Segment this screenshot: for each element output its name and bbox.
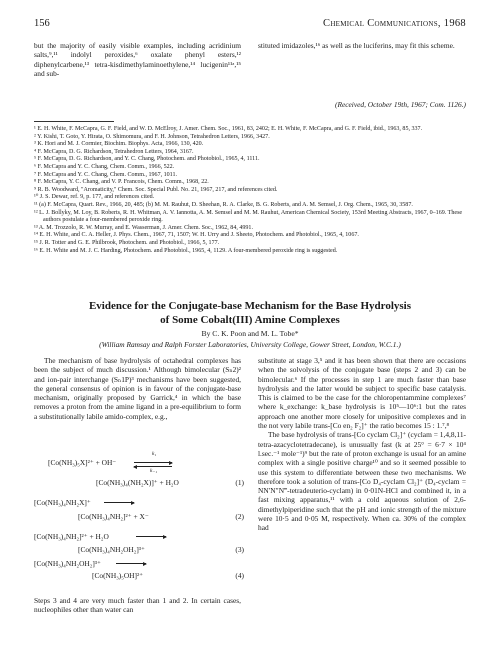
reference-item: ¹⁵ J. R. Totter and G. E. Philbrook, Photochem. and Photobiol., 1966, 5, 177. bbox=[34, 239, 220, 246]
reference-list bbox=[34, 126, 466, 255]
equation-number: (4) bbox=[235, 571, 244, 580]
reference-item: ⁴ F. McCapra, D. G. Richardson, Tetrahedron Letters, 1964, 3167. bbox=[34, 148, 194, 155]
paragraph: substitute at stage 3,⁵ and it has been shown that there are occasions when the solvolysis of the conjugate base (steps 2 and 3) can be bimolecular.⁶ If the processes in step 1 are much faster than base hydrolysis and the latter would be subject to specific base catalysis. This is claimed to be the case for the chloropentammine complexes⁷ where k_exchange: k_base hydrolysis is 10⁵—10⁶:1 but the rates approach one another more closely for unipositive complexes and in the not very labile trans-[Co en₂ F₂]⁺ the ratio becomes 15 : 1.⁷,⁸ bbox=[258, 356, 466, 431]
reference-item: ¹⁴ E. H. White, and C. A. Heller, J. Phys. Chem., 1967, 71, 1507; W. H. Urry and J. Sheeto, Photochem. and Photobiol., 1965, 4, 1067. bbox=[34, 232, 359, 239]
footnote-rule bbox=[34, 121, 114, 122]
reference-item: ⁵ F. McCapra, D. G. Richardson, and Y. C. Chang, Photochem. and Photobiol., 1965, 4, 1111. bbox=[34, 156, 260, 163]
received-date: (Received, October 19th, 1967; Com. 1126.) bbox=[334, 100, 466, 109]
paragraph: but the majority of easily visible examples, including acridinium salts,⁹,¹¹ indolyl peroxides,⁶ oxalate phenyl esters,¹² diphenylcarbene,¹³ tetra-kisdimethylaminoethylene,¹⁴ lucigenin¹¹ᵃ,¹⁵ and sub- bbox=[34, 41, 241, 78]
article-title-line: Evidence for the Conjugate-base Mechanism for the Base Hydrolysis bbox=[88, 300, 412, 312]
reference-item: ³ K. Hori and M. J. Cormier, Biochim. Biophys. Acta, 1966, 130, 420. bbox=[34, 141, 204, 148]
reverse-arrow bbox=[134, 466, 172, 467]
equation-number: (3) bbox=[235, 545, 244, 554]
page-header bbox=[34, 18, 466, 32]
paragraph: Steps 3 and 4 are very much faster than 1 and 2. In certain cases, nucleophiles other than water can bbox=[34, 596, 241, 615]
equation-3-left: [Co(NH₃)₄NH₂]²⁺ + H₂O bbox=[34, 532, 109, 541]
page-number: 156 bbox=[34, 18, 50, 29]
reaction-equations bbox=[34, 451, 244, 580]
forward-arrow bbox=[136, 536, 166, 537]
article-affiliation: (William Ramsay and Ralph Forster Laboratories, University College, Gower Street, London, W.C.1.) bbox=[99, 340, 401, 349]
equation-2-left: [Co(NH₃)₄NH₂X]⁺ bbox=[34, 498, 91, 507]
top-left-column bbox=[34, 41, 241, 78]
body-left-bottom bbox=[34, 596, 241, 615]
rate-constant-k1: k₁ bbox=[152, 451, 157, 457]
forward-arrow bbox=[116, 563, 146, 564]
reference-item: ² Y. Kishi, T. Goto, Y. Hirata, O. Shimomura, and F. H. Johnson, Tetrahedron Letters, 1966, 3427. bbox=[34, 133, 270, 140]
journal-title: Chemical Communications, 1968 bbox=[323, 18, 466, 29]
reference-item: ¹³ A. M. Trozzolo, R. W. Murray, and E. Wasserman, J. Amer. Chem. Soc., 1962, 84, 4991. bbox=[34, 224, 253, 231]
reference-item: ¹ E. H. White, F. McCapra, G. F. Field, and W. D. McElroy, J. Amer. Chem. Soc., 1961, 83, 2402; E. H. White, F. McCapra, and G. F. Field, ibid., 1963, 85, 337. bbox=[34, 126, 423, 132]
reference-item: ⁶ F. McCapra and Y. C. Chang, Chem. Comm., 1966, 522. bbox=[34, 163, 175, 170]
equation-number: (1) bbox=[235, 478, 244, 487]
rate-constant-k-minus-1: k₋₁ bbox=[150, 468, 158, 474]
article-authors: By C. K. Poon and M. L. Tobe* bbox=[201, 329, 299, 338]
equation-number: (2) bbox=[235, 512, 244, 521]
paragraph: The base hydrolysis of trans-[Co cyclam Cl₂]⁺ (cyclam = 1,4,8,11-tetra-azacyclotetradecane), is unusually fast (k at 25° = 6·7 × 10⁴ l.sec.⁻¹ mole⁻¹)⁹ but the rate of proton exchange is usual for an amine complex with a single positive charge¹⁰ and so it seemed possible to use this system to differentiate between these two mechanisms. We therefore took a solution of trans-[Co D₄-cyclam Cl₂]⁺ (D₄-cyclam = NN′N″N‴-tetradeuterio-cyclam) in 0·01N-HCl and combined it, in a fast mixing apparatus,¹¹ with a cold aqueous solution of 2,6-dimethylpiperidine such that the pH and ionic strength of the mixture were 10·5 and 0·05 M, respectively. When ca. 30% of the complex had bbox=[258, 430, 466, 533]
paragraph: stituted imidazoles,¹⁶ as well as the luciferins, may fit this scheme. bbox=[258, 41, 455, 50]
reference-item: ¹² L. J. Bollyky, M. Loy, B. Roberts, R. H. Whitman, A. V. Iannotta, A. M. Semsel and M. M. Rauhut, American Chemical Society, 153rd Meeting Abstracts, 1967, 0–169. These authors postulate a four-membered peroxide ring. bbox=[34, 209, 463, 224]
forward-arrow bbox=[134, 462, 172, 463]
reference-item: ¹⁰ J. S. Dewar, ref. 9, p. 177, and references cited. bbox=[34, 194, 155, 201]
paragraph: The mechanism of base hydrolysis of octahedral complexes has been the subject of much discussion.¹ Although bimolecular (Sₙ2)² and ion-pair interchange (Sₙ1P)³ mechanisms have been suggested, the general consensus of opinion is in favour of the conjugate-base mechanism, originally proposed by Garrick,⁴ in which the base removes a proton from the amine ligand in a pre-equilibrium to form a substitutionally labile amido-complex, e.g., bbox=[34, 356, 241, 421]
equation-1-right: [Co(NH₃)₄(NH₂X)]⁺ + H₂O bbox=[96, 478, 179, 487]
equation-4-left: [Co(NH₃)₄NH₂OH₂]³⁺ bbox=[34, 559, 101, 568]
reference-item: ⁹ R. B. Woodward, "Aromaticity," Chem. Soc. Special Publ. No. 21, 1967, 217, and references cited. bbox=[34, 186, 278, 193]
body-left-column bbox=[34, 356, 241, 421]
body-right-column bbox=[258, 356, 466, 533]
equation-3-right: [Co(NH₃)₄NH₂OH₂]³⁺ bbox=[78, 545, 145, 554]
top-right-column bbox=[258, 41, 466, 50]
reference-item: ¹⁶ E. H. White and M. J. C. Harding, Photochem. and Photobiol., 1965, 4, 1129. A four-membered peroxide ring is suggested. bbox=[34, 247, 338, 254]
reference-item: ⁷ F. McCapra and Y. C. Chang, Chem. Comm., 1967, 1011. bbox=[34, 171, 177, 178]
article-title-line: of Some Cobalt(III) Amine Complexes bbox=[160, 313, 340, 326]
article-title bbox=[34, 300, 466, 327]
equation-1-left: [Co(NH₃)₅X]²⁺ + OH⁻ bbox=[48, 458, 117, 467]
reference-item: ⁸ F. McCapra, Y. C. Chang, and V. P. Francois, Chem. Comm., 1968, 22. bbox=[34, 179, 209, 186]
equation-2-right: [Co(NH₃)₄NH₂]²⁺ + X⁻ bbox=[78, 512, 149, 521]
reference-item: ¹¹ (a) F. McCapra, Quart. Rev., 1966, 20, 485; (b) M. M. Rauhut, D. Sheehan, R. A. Clarke, B. G. Roberts, and A. M. Semsel, J. Org. Chem., 1965, 30, 3587. bbox=[34, 201, 413, 208]
forward-arrow bbox=[104, 502, 134, 503]
equation-4-right: [Co(NH₃)₅OH]²⁺ bbox=[92, 571, 144, 580]
